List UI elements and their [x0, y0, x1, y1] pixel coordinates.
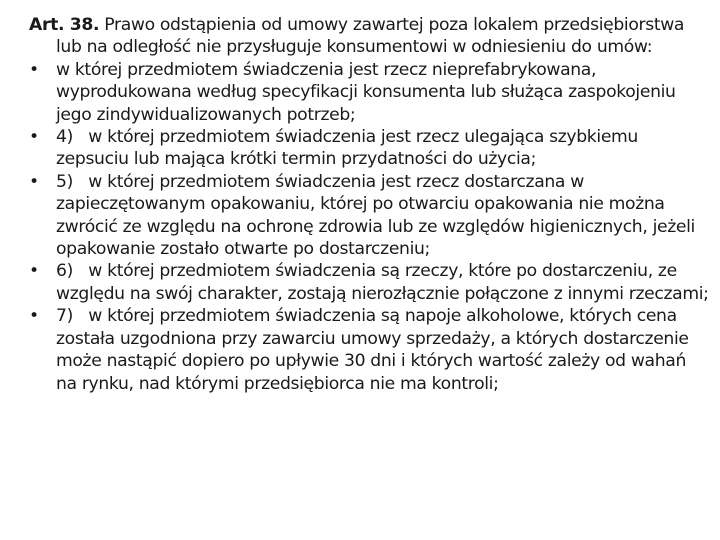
article-number-label: Art. 38.	[29, 15, 100, 35]
article-text-block	[29, 14, 709, 395]
list-item-text: 7) w której przedmiotem świadczenia są napoje alkoholowe, których cena została uzgodniona przy zawarciu umowy sprzedaży, a których dostarczenie może nastąpić dopiero po upływie 30 dni i których wartość zależy od wahań na rynku, nad którymi przedsiębiorca nie ma kontroli;	[56, 306, 689, 394]
bullet-icon: •	[29, 127, 39, 148]
list-item	[29, 126, 709, 171]
article-intro-paragraph	[29, 14, 709, 59]
bullet-icon: •	[29, 59, 39, 80]
list-item-text: 4) w której przedmiotem świadczenia jest rzecz ulegająca szybkiemu zepsuciu lub mająca krótki termin przydatności do użycia;	[56, 127, 638, 170]
bullet-icon: •	[29, 171, 39, 192]
list-item	[29, 305, 709, 395]
bullet-icon: •	[29, 306, 39, 327]
bullet-icon: •	[29, 261, 39, 282]
list-item-text: w której przedmiotem świadczenia jest rzecz nieprefabrykowana, wyprodukowana według specyfikacji konsumenta lub służąca zaspokojeniu jego zindywidualizowanych potrzeb;	[56, 59, 676, 125]
list-item	[29, 260, 709, 305]
list-item-text: 6) w której przedmiotem świadczenia są rzeczy, które po dostarczeniu, ze względu na swój charakter, zostają nierozłącznie połączone z innymi rzeczami;	[56, 261, 709, 304]
exception-list	[29, 59, 709, 395]
list-item-text: 5) w której przedmiotem świadczenia jest rzecz dostarczana w zapieczętowanym opakowaniu, której po otwarciu opakowania nie można zwrócić ze względu na ochronę zdrowia lub ze względów higienicznych, jeżeli opakowanie zostało otwarte po dostarczeniu;	[56, 171, 695, 260]
list-item	[29, 171, 709, 261]
list-item	[29, 59, 709, 126]
article-intro-text: Prawo odstąpienia od umowy zawartej poza lokalem przedsiębiorstwa lub na odległość nie przysługuje konsumentowi w odniesieniu do umów:	[56, 15, 685, 58]
